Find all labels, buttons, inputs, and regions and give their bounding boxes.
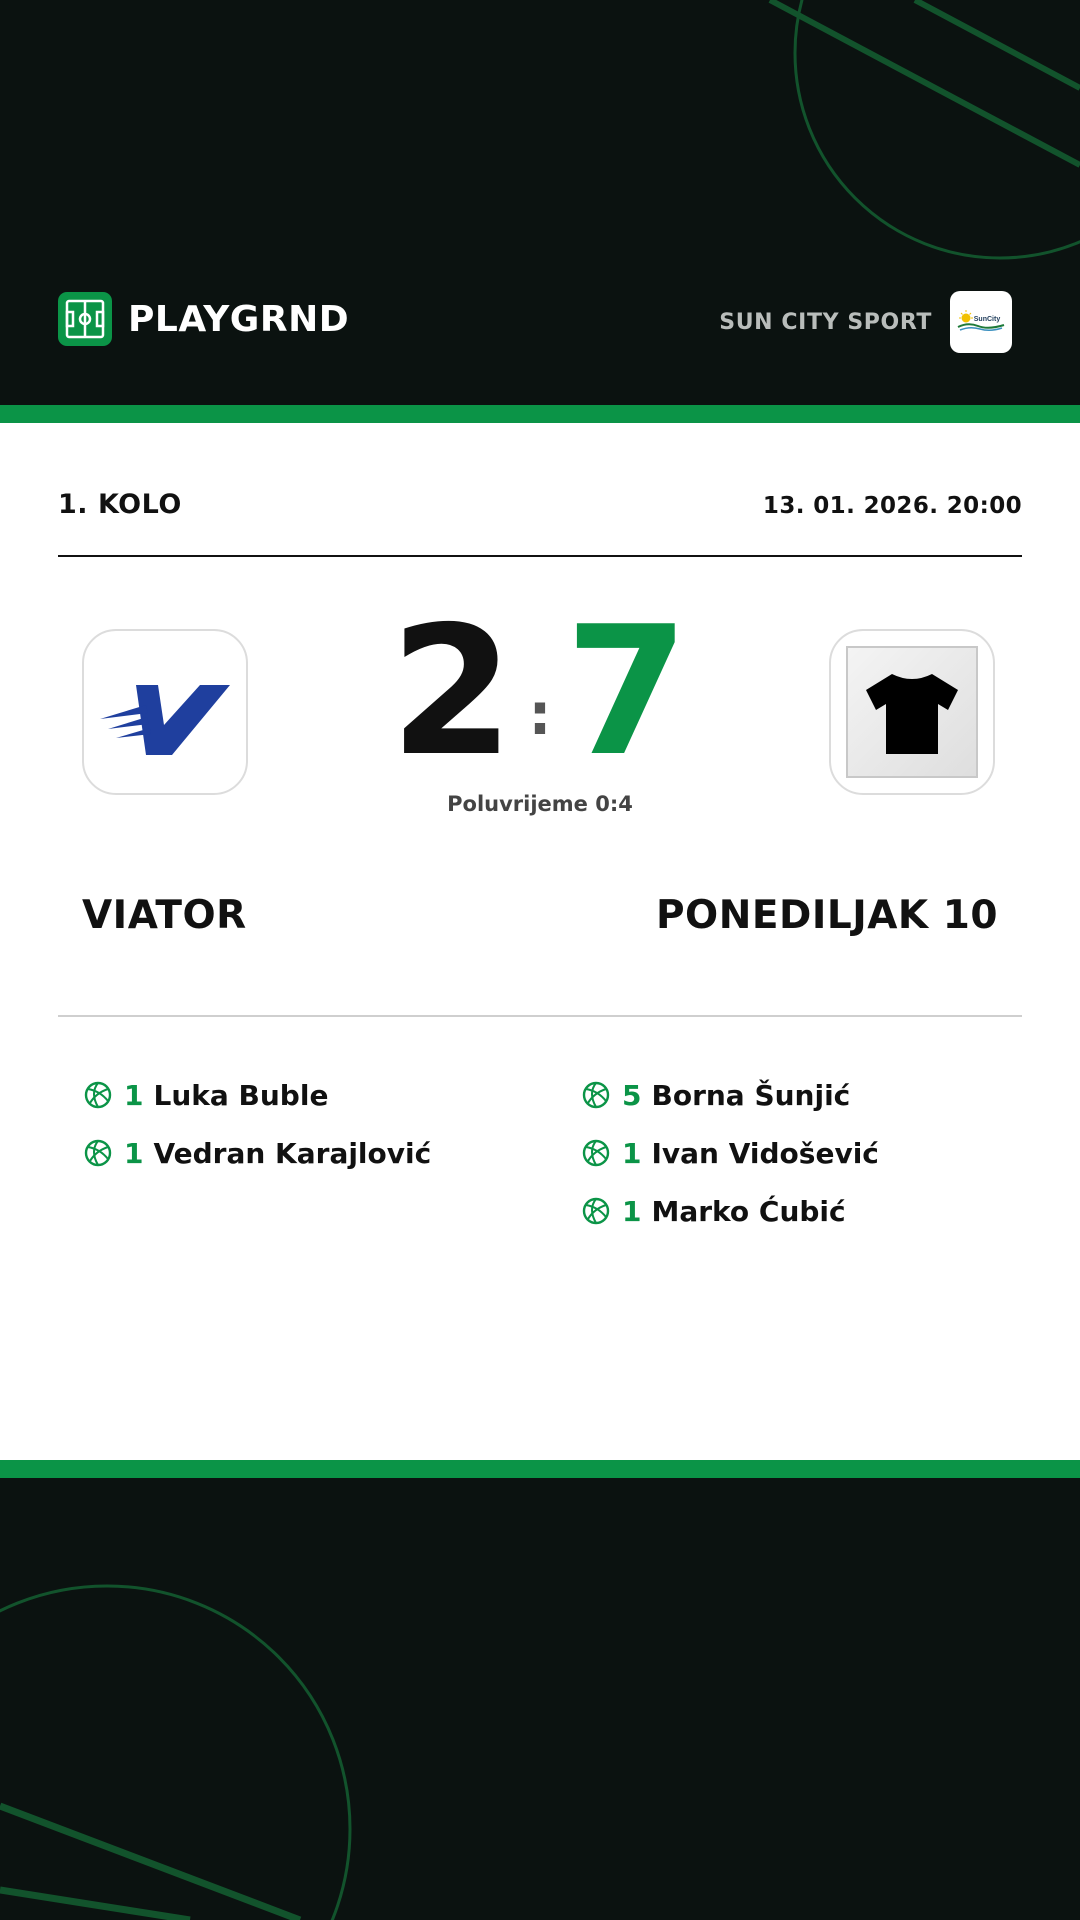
ball-icon — [582, 1197, 610, 1225]
scorer-row — [84, 1124, 431, 1182]
away-team-name: PONEDILJAK 10 — [655, 893, 998, 938]
home-team-name: VIATOR — [82, 893, 247, 938]
score-separator: : — [528, 680, 552, 748]
match-card — [0, 423, 1080, 1460]
jersey-icon — [846, 646, 978, 778]
ball-icon — [84, 1081, 112, 1109]
scorer-row — [582, 1124, 879, 1182]
sponsor-logo — [950, 291, 1012, 353]
home-score: 2 — [390, 588, 514, 795]
away-score: 7 — [565, 588, 689, 795]
brand — [58, 291, 349, 347]
away-scorers-list — [582, 1066, 879, 1240]
match-datetime: 13. 01. 2026. 20:00 — [762, 493, 1022, 519]
scorer-goals: 1 — [124, 1078, 144, 1112]
scorer-row — [582, 1066, 879, 1124]
scorer-row — [84, 1066, 431, 1124]
divider — [58, 555, 1022, 557]
brand-name: PLAYGRND — [128, 298, 350, 340]
halftime-score: Poluvrijeme 0:4 — [447, 792, 633, 816]
footer — [0, 1478, 1080, 1920]
scorer-goals: 1 — [124, 1136, 144, 1170]
scorer-name: Borna Šunjić — [651, 1078, 851, 1112]
scorer-goals: 5 — [622, 1078, 642, 1112]
home-team-crest — [82, 629, 248, 795]
scorer-name: Vedran Karajlović — [153, 1136, 432, 1170]
pitch-icon — [58, 292, 112, 346]
scorer-name: Luka Buble — [153, 1078, 329, 1112]
scorer-goals: 1 — [622, 1194, 642, 1228]
sponsor-logo-text: SunCity — [973, 316, 1001, 323]
ball-icon — [582, 1139, 610, 1167]
scorer-goals: 1 — [622, 1136, 642, 1170]
home-scorers-list — [84, 1066, 431, 1182]
sponsor — [719, 291, 1012, 353]
viator-logo-icon — [100, 667, 230, 757]
pitch-decoration — [0, 1478, 1080, 1920]
ball-icon — [582, 1081, 610, 1109]
accent-stripe — [0, 405, 1080, 423]
header — [0, 0, 1080, 405]
scorer-row — [582, 1182, 879, 1240]
divider — [58, 1015, 1022, 1017]
round-label: 1. KOLO — [58, 489, 182, 520]
ball-icon — [84, 1139, 112, 1167]
scorer-name: Ivan Vidošević — [651, 1136, 879, 1170]
scorer-name: Marko Ćubić — [651, 1194, 846, 1228]
sponsor-name: SUN CITY SPORT — [719, 309, 932, 335]
away-team-crest — [829, 629, 995, 795]
accent-stripe — [0, 1460, 1080, 1478]
